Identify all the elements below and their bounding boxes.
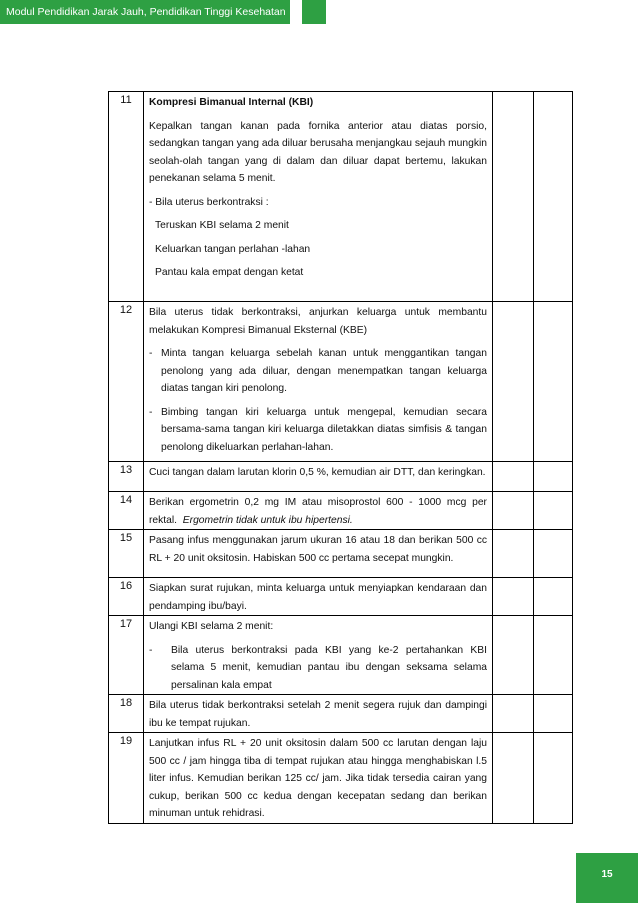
- row-number: 13: [109, 462, 144, 492]
- row-paragraph: - Bila uterus berkontraksi :: [149, 196, 269, 208]
- row-number: 15: [109, 530, 144, 578]
- bullet-item: [149, 345, 487, 398]
- row-number: 19: [109, 733, 144, 824]
- check-cell[interactable]: [493, 302, 534, 462]
- row-description: [144, 492, 493, 530]
- table-row: [109, 578, 573, 616]
- bullet-text: Bimbing tangan kiri keluarga untuk mengepal, kemudian secara bersama-sama tangan kiri keluarga diletakkan diatas simfisis & tangan penolong dikeluarkan perlahan-lahan.: [161, 406, 487, 453]
- bullet-dash: -: [149, 348, 153, 359]
- table-row: [109, 695, 573, 733]
- row-paragraph: Bila uterus tidak berkontraksi setelah 2 menit segera rujuk dan dampingi ibu ke tempat rujukan.: [149, 700, 487, 729]
- check-cell[interactable]: [534, 530, 573, 578]
- row-paragraph: Bila uterus tidak berkontraksi, anjurkan keluarga untuk membantu melakukan Kompresi Bimanual Eksternal (KBE): [149, 307, 487, 336]
- table-row: [109, 530, 573, 578]
- row-description: [144, 616, 493, 695]
- check-cell[interactable]: [534, 695, 573, 733]
- bullet-item: [149, 404, 487, 457]
- row-description: [144, 302, 493, 462]
- row-description: [144, 92, 493, 302]
- row-description: [144, 530, 493, 578]
- row-number: 17: [109, 616, 144, 695]
- row-number: 11: [109, 92, 144, 302]
- bullet-text: Bila uterus berkontraksi pada KBI yang ke-2 pertahankan KBI selama 5 menit, kemudian pantau ibu dengan seksama selama persalinan kala empat: [171, 644, 487, 691]
- bullet-dash: -: [149, 644, 153, 656]
- table-row: [109, 616, 573, 695]
- row-number: 18: [109, 695, 144, 733]
- bullet-text: Minta tangan keluarga sebelah kanan untuk menggantikan tangan penolong yang ada diluar, dengan menempatkan tangan keluarga diatas tangan kiri penolong.: [161, 348, 487, 394]
- row-number: 12: [109, 302, 144, 462]
- row-description: [144, 695, 493, 733]
- check-cell[interactable]: [493, 462, 534, 492]
- row-paragraph: Pasang infus menggunakan jarum ukuran 16 atau 18 dan berikan 500 cc RL + 20 unit oksitosin. Habiskan 500 cc pertama secepat mungkin.: [149, 535, 487, 564]
- row-paragraph: Cuci tangan dalam larutan klorin 0,5 %, kemudian air DTT, dan keringkan.: [149, 467, 486, 478]
- row-italic-note: Ergometrin tidak untuk ibu hipertensi.: [182, 514, 353, 526]
- table-row: [109, 462, 573, 492]
- check-cell[interactable]: [493, 530, 534, 578]
- row-description: [144, 462, 493, 492]
- check-cell[interactable]: [534, 492, 573, 530]
- row-paragraph: Teruskan KBI selama 2 menit: [155, 220, 289, 231]
- row-paragraph: [149, 494, 487, 529]
- check-cell[interactable]: [534, 462, 573, 492]
- procedure-table: [108, 91, 573, 824]
- check-cell[interactable]: [534, 92, 573, 302]
- row-paragraph: Kepalkan tangan kanan pada fornika anterior atau diatas porsio, sedangkan tangan yang ada diluar berusaha menjangkau sejauh mungkin seolah-olah tangan yang di dalam dan diluar dapat bertemu, lakukan penekanan selama 5 menit.: [149, 120, 487, 184]
- row-paragraph: Pantau kala empat dengan ketat: [155, 267, 304, 278]
- table-row: [109, 492, 573, 530]
- row-number: 16: [109, 578, 144, 616]
- row-description: [144, 733, 493, 824]
- row-paragraph: Lanjutkan infus RL + 20 unit oksitosin dalam 500 cc larutan dengan laju 500 cc / jam hingga tiba di tempat rujukan atau hingga menghabiskan l.5 liter infus. Kemudian berikan 125 cc/ jam. Jika tidak tersedia cairan yang cukup, berikan 500 cc kedua dengan kecepatan sedang dan berikan minuman untuk rehidrasi.: [149, 738, 487, 819]
- table-row: [109, 302, 573, 462]
- row-title: Kompresi Bimanual Internal (KBI): [149, 97, 314, 108]
- row-paragraph: Ulangi KBI selama 2 menit:: [149, 621, 274, 632]
- bullet-item: [149, 642, 487, 695]
- bullet-dash: -: [149, 406, 153, 418]
- check-cell[interactable]: [493, 578, 534, 616]
- check-cell[interactable]: [493, 492, 534, 530]
- check-cell[interactable]: [534, 578, 573, 616]
- check-cell[interactable]: [493, 695, 534, 733]
- row-paragraph: Siapkan surat rujukan, minta keluarga untuk menyiapkan kendaraan dan pendamping ibu/bayi.: [149, 583, 487, 612]
- table-row: [109, 733, 573, 824]
- header-title: Modul Pendidikan Jarak Jauh, Pendidikan Tinggi Kesehatan: [0, 0, 290, 24]
- check-cell[interactable]: [493, 616, 534, 695]
- table-row: [109, 92, 573, 302]
- check-cell[interactable]: [493, 733, 534, 824]
- check-cell[interactable]: [534, 616, 573, 695]
- check-cell[interactable]: [534, 733, 573, 824]
- header-accent-box: [302, 0, 326, 24]
- row-text: Berikan ergometrin 0,2 mg IM atau misoprostol 600 - 1000 mcg per rektal.: [149, 497, 487, 526]
- row-paragraph: Keluarkan tangan perlahan -lahan: [155, 243, 311, 255]
- check-cell[interactable]: [493, 92, 534, 302]
- row-number: 14: [109, 492, 144, 530]
- page-number: 15: [576, 853, 638, 903]
- row-description: [144, 578, 493, 616]
- check-cell[interactable]: [534, 302, 573, 462]
